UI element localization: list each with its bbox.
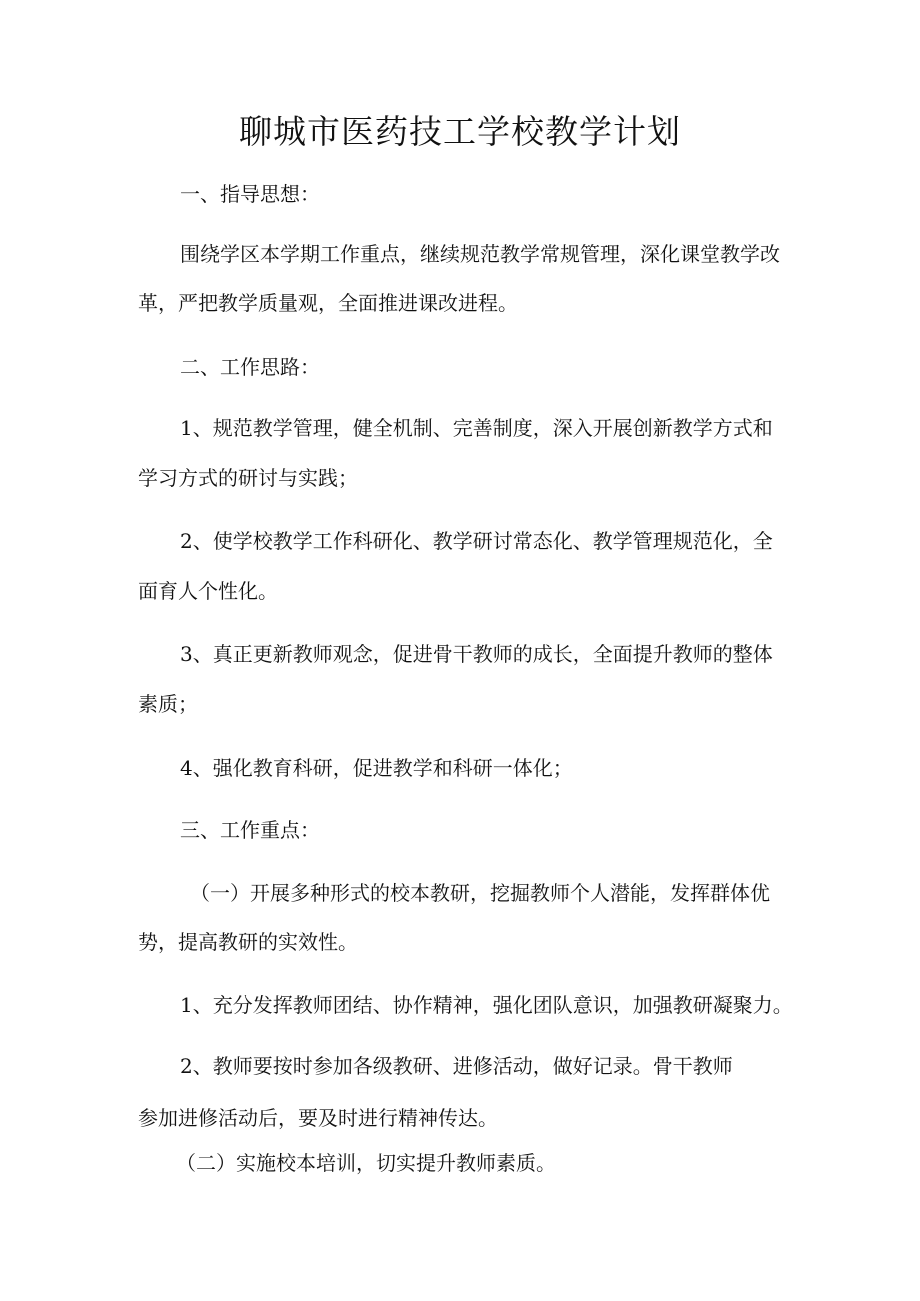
- paragraph-line: 素质；: [138, 692, 198, 716]
- paragraph-line: 1、充分发挥教师团结、协作精神，强化团队意识，加强教研凝聚力。: [180, 993, 793, 1017]
- heading-guiding-ideology: 一、指导思想：: [180, 182, 320, 206]
- paragraph-line: 参加进修活动后，要及时进行精神传达。: [138, 1106, 498, 1130]
- paragraph-line: 围绕学区本学期工作重点，继续规范教学常规管理，深化课堂教学改: [180, 242, 780, 266]
- paragraph-line: 革，严把教学质量观，全面推进课改进程。: [138, 291, 518, 315]
- document-title: 聊城市医药技工学校教学计划: [239, 112, 681, 151]
- heading-work-approach: 二、工作思路：: [180, 355, 320, 379]
- paragraph-line: 2、教师要按时参加各级教研、进修活动，做好记录。骨干教师: [180, 1054, 733, 1078]
- paragraph-line: 2、使学校教学工作科研化、教学研讨常态化、教学管理规范化，全: [180, 529, 773, 553]
- heading-work-focus: 三、工作重点：: [180, 818, 320, 842]
- paragraph-line: （一）开展多种形式的校本教研，挖掘教师个人潜能，发挥群体优: [190, 881, 770, 905]
- paragraph-line: 1、规范教学管理，健全机制、完善制度，深入开展创新教学方式和: [180, 416, 773, 440]
- paragraph-line: 3、真正更新教师观念，促进骨干教师的成长，全面提升教师的整体: [180, 642, 773, 666]
- paragraph-line: 学习方式的研讨与实践；: [138, 466, 358, 490]
- paragraph-line: 势，提高教研的实效性。: [138, 930, 358, 954]
- paragraph-line: 面育人个性化。: [138, 579, 278, 603]
- paragraph-line: （二）实施校本培训，切实提升教师素质。: [176, 1151, 556, 1175]
- paragraph-line: 4、强化教育科研，促进教学和科研一体化；: [180, 756, 573, 780]
